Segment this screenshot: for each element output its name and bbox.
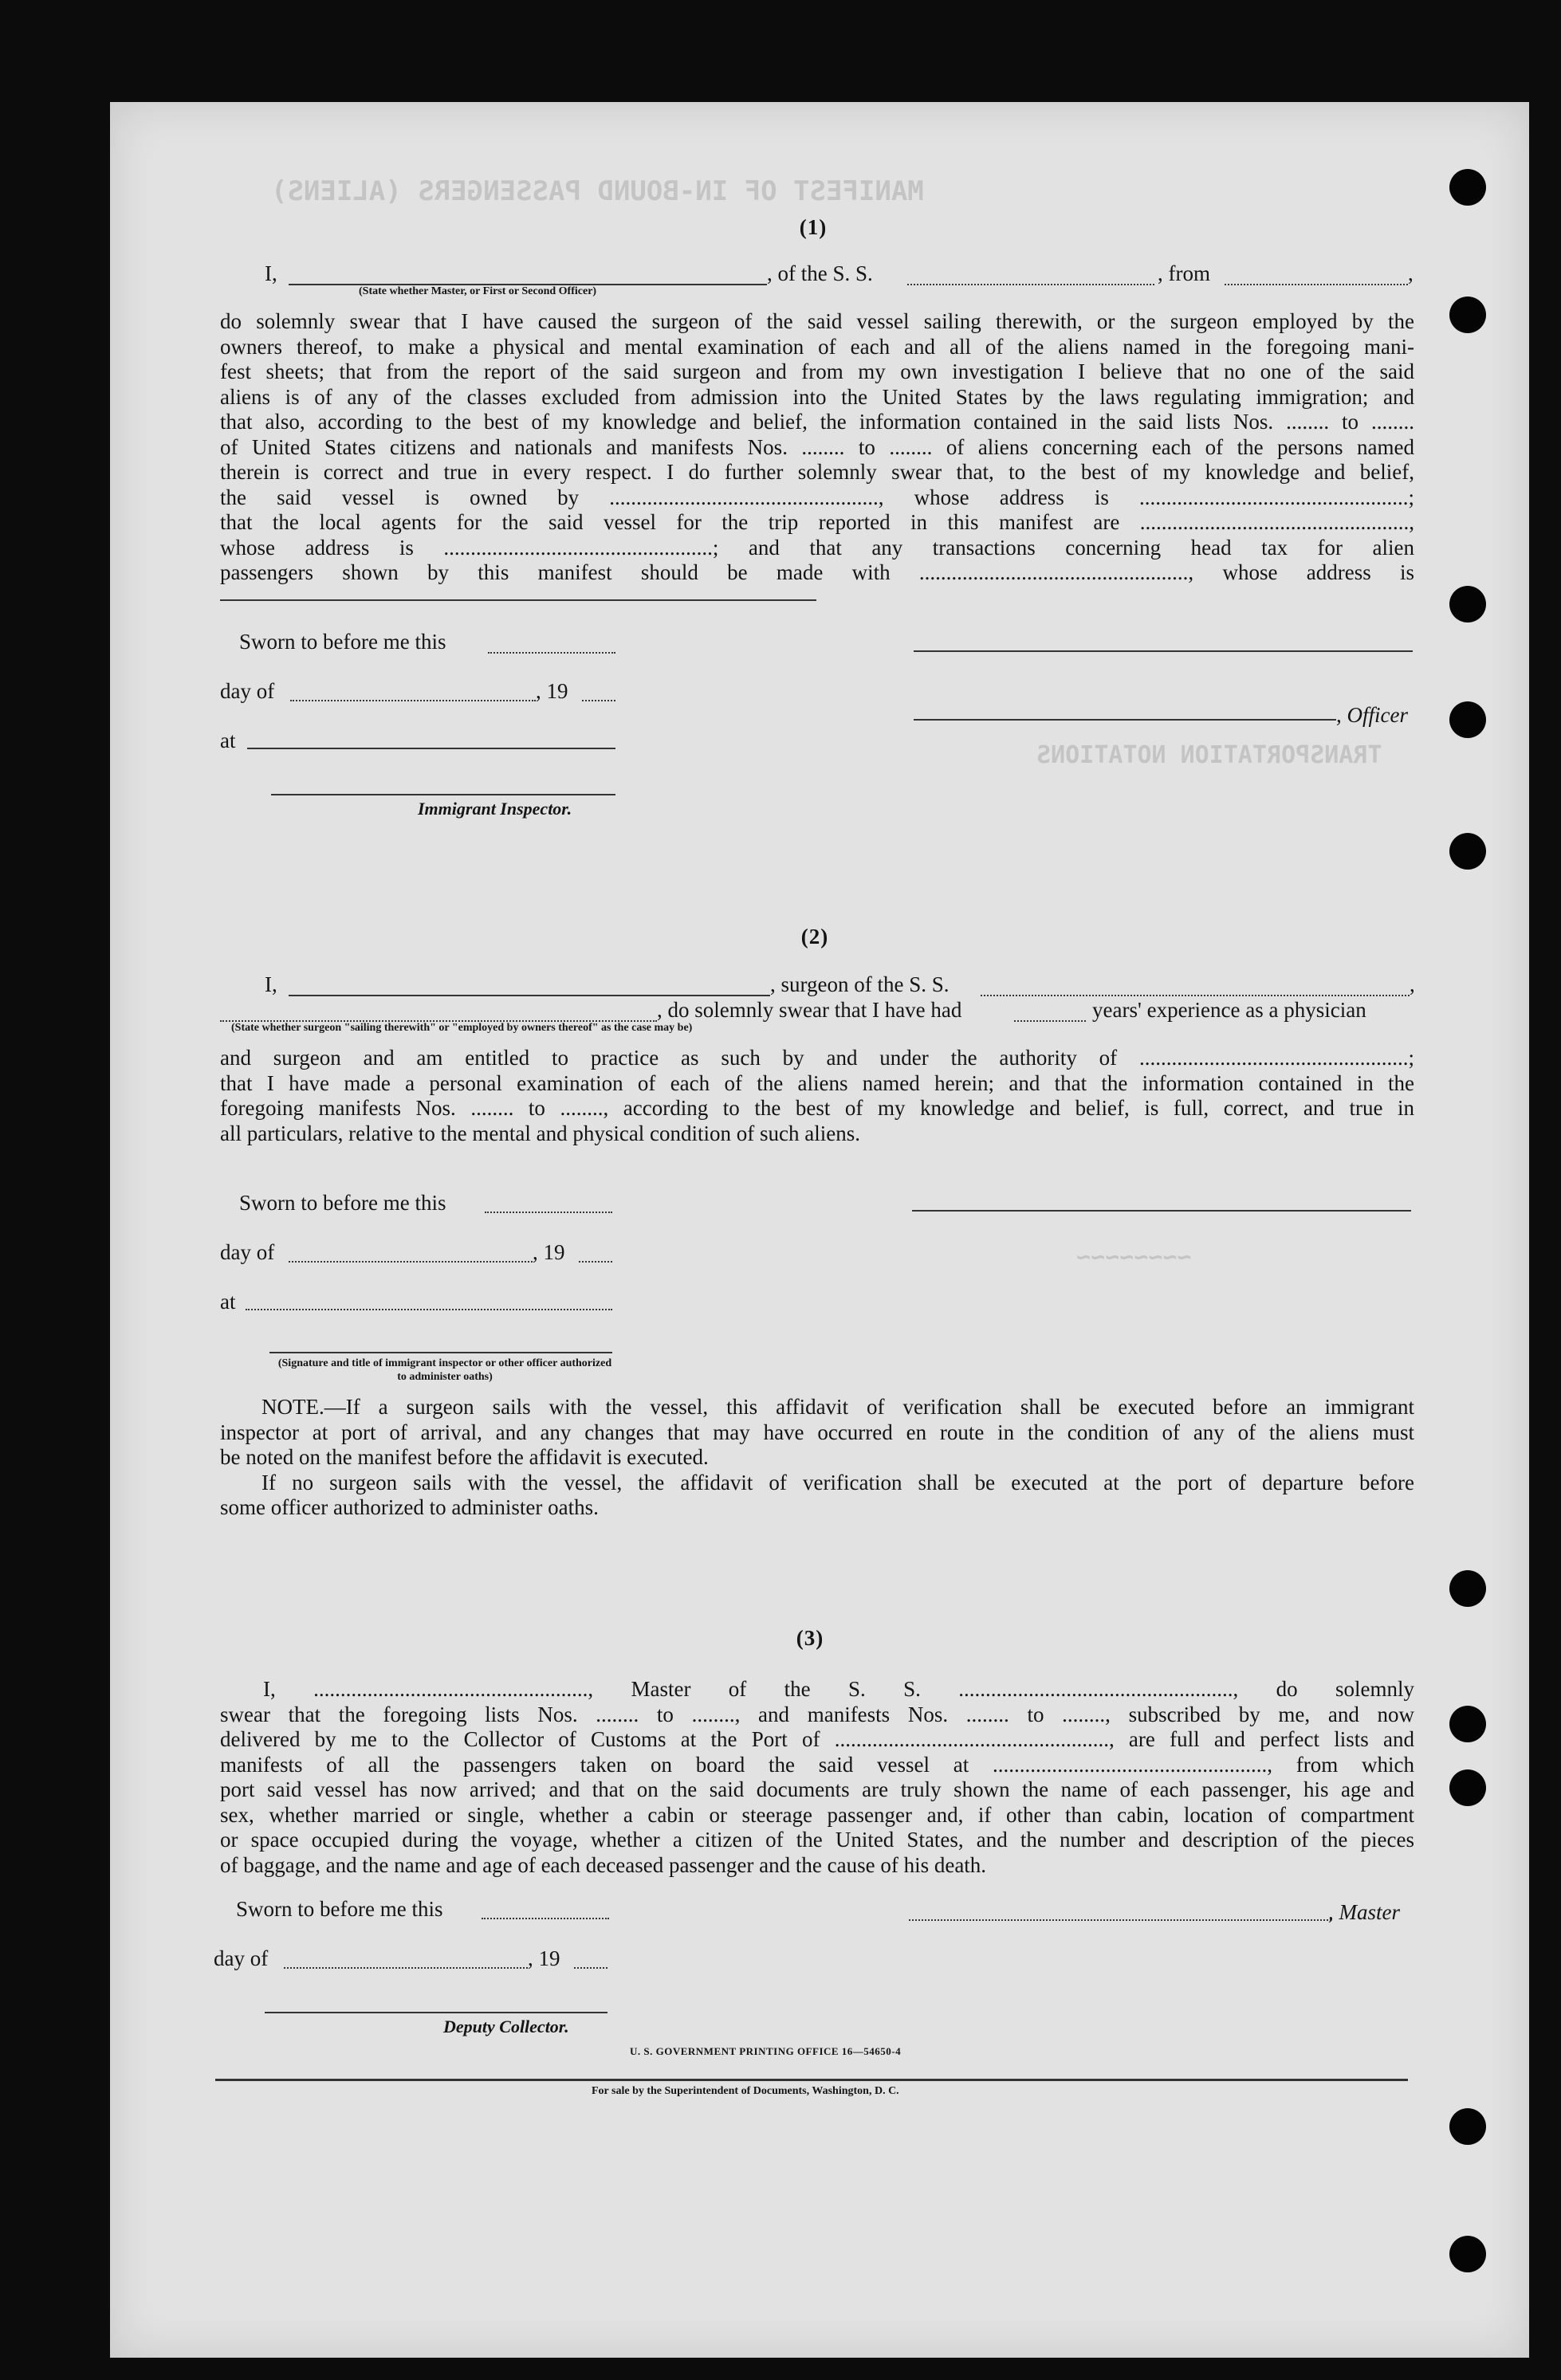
day-of-label: day of: [214, 1946, 269, 1970]
text-line: delivered by me to the Collector of Customs at the Port of ..................................................., are full and perfect lists and: [220, 1727, 1414, 1751]
from-port-field[interactable]: [1225, 284, 1408, 285]
note-line: some officer authorized to administer oaths.: [220, 1495, 599, 1519]
text-line: aliens is of any of the classes excluded from admission into the United States by the laws regulating immigration; and: [220, 384, 1414, 409]
officer-signature-field[interactable]: [914, 650, 1413, 652]
text-line: and surgeon and am entitled to practice as such by and under the authority of ..................................................;: [220, 1046, 1414, 1070]
comma: ,: [1408, 261, 1414, 285]
punch-hole: [1449, 1706, 1486, 1742]
sworn-label: Sworn to before me this: [239, 630, 446, 654]
text-line: swear that the foregoing lists Nos. ........ to ........, and manifests Nos. ........ to ........, subscribed by me, and now: [220, 1702, 1414, 1726]
text-line: therein is correct and true in every respect. I do further solemnly swear that, to the best of my knowledge and belief,: [220, 460, 1414, 484]
text-line: manifests of all the passengers taken on board the said vessel at ..................................................., from which: [220, 1752, 1414, 1777]
master-label: , Master: [1328, 1900, 1400, 1924]
section-3-number: (3): [796, 1626, 824, 1650]
footer-rule: [215, 2079, 1408, 2081]
bleed-through-text: MANIFEST OF IN-BOUND PASSENGERS (ALIENS): [271, 175, 924, 207]
sworn-date-field[interactable]: [482, 1918, 609, 1919]
punch-hole: [1449, 701, 1486, 738]
text-line: that I have made a personal examination of each of the aliens named herein; and that the information contained in the: [220, 1070, 1414, 1095]
section-1-oath-text: [220, 309, 1414, 586]
surgeon-of-ss: , surgeon of the S. S.: [770, 972, 950, 996]
punch-hole: [1449, 833, 1486, 870]
text-line: that the local agents for the said vessel for the trip reported in this manifest are ..................................................,: [220, 510, 1414, 534]
text-line: do solemnly swear that I have caused the surgeon of the said vessel sailing therewith, or the surgeon employed by the: [220, 309, 1414, 333]
surgeon-name-field[interactable]: [289, 995, 770, 996]
inspector-signature-field[interactable]: [269, 1352, 612, 1353]
sale-line: For sale by the Superintendent of Documents, Washington, D. C.: [592, 2085, 899, 2097]
note-line: If no surgeon sails with the vessel, the affidavit of verification shall be executed at the port of departure before: [261, 1470, 1414, 1494]
master-signature-field[interactable]: [909, 1919, 1331, 1921]
text-line: whose address is ..................................................; and that any transactions concerning head tax for alien: [220, 535, 1414, 560]
text-line: all particulars, relative to the mental and physical condition of such aliens.: [220, 1121, 860, 1145]
section-3-oath-text: [220, 1677, 1414, 1878]
year-prefix: , 19: [528, 1946, 560, 1970]
officer-label: , Officer: [1336, 703, 1408, 727]
text-line: passengers shown by this manifest should be made with .................................................., whose address is: [220, 560, 1414, 584]
text-line: owners thereof, to make a physical and mental examination of each and all of the aliens named in the foregoing mani-: [220, 334, 1414, 359]
collector-signature-field[interactable]: [265, 2012, 607, 2013]
sworn-date-field[interactable]: [488, 652, 615, 654]
section-2-number: (2): [800, 925, 829, 948]
day-of-label: day of: [220, 1240, 275, 1264]
note-line: inspector at port of arrival, and any changes that may have occurred en route in the condition of any of the aliens must: [220, 1420, 1414, 1444]
at-label: at: [220, 1290, 236, 1314]
day-month-field[interactable]: [289, 1261, 533, 1263]
section-1-i: I,: [265, 261, 277, 285]
note-line: NOTE.—If a surgeon sails with the vessel, this affidavit of verification shall be executed before an immigrant: [261, 1395, 1414, 1419]
bleed-through-text: ~~~~~~~~: [1076, 1243, 1192, 1271]
text-line: fest sheets; that from the report of the said surgeon and from my own investigation I believe that no one of the said: [220, 359, 1414, 383]
at-place-field[interactable]: [247, 748, 615, 749]
sworn-label: Sworn to before me this: [236, 1897, 443, 1921]
text-line: or space occupied during the voyage, whether a citizen of the United States, and the number and description of the pieces: [220, 1828, 1414, 1852]
year-field[interactable]: [582, 700, 615, 701]
section-1-from: , from: [1158, 261, 1210, 285]
at-place-field[interactable]: [246, 1309, 612, 1310]
text-line: of United States citizens and nationals and manifests Nos. ........ to ........ of aliens concerning each of the persons named: [220, 434, 1414, 459]
at-label: at: [220, 729, 236, 752]
punch-hole: [1449, 2108, 1486, 2145]
text-line: I, ..................................................., Master of the S. S. ..................................................., do solemnly: [263, 1677, 1414, 1701]
year-field[interactable]: [574, 1967, 607, 1969]
years-field[interactable]: [1014, 1020, 1086, 1022]
day-of-label: day of: [220, 679, 275, 703]
note-line: be noted on the manifest before the affidavit is executed.: [220, 1445, 709, 1469]
inspector-caption: Immigrant Inspector.: [418, 799, 572, 819]
surgeon-signature-field[interactable]: [912, 1210, 1411, 1212]
inspector-signature-field[interactable]: [271, 794, 615, 795]
years-text: years' experience as a physician: [1092, 998, 1366, 1022]
sworn-label: Sworn to before me this: [239, 1191, 446, 1215]
text-line: sex, whether married or single, whether a cabin or steerage passenger and, if other than cabin, location of compartment: [220, 1802, 1414, 1827]
signature-caption: (Signature and title of immigrant inspector or other officer authorized to administer oaths): [277, 1357, 612, 1383]
day-month-field[interactable]: [284, 1967, 528, 1969]
section-2-oath-text: [220, 1046, 1414, 1146]
punch-hole: [1449, 1769, 1486, 1806]
section-2-i: I,: [265, 972, 277, 996]
year-prefix: , 19: [533, 1240, 565, 1264]
ship-name-field-2[interactable]: [981, 995, 1410, 996]
section-1-hint: (State whether Master, or First or Second Officer): [359, 285, 597, 297]
bleed-through-text: TRANSPORTATION NOTATIONS: [1036, 741, 1382, 769]
printing-office-line: U. S. GOVERNMENT PRINTING OFFICE 16—54650-4: [630, 2045, 902, 2057]
year-field[interactable]: [579, 1261, 612, 1263]
text-line: that also, according to the best of my knowledge and belief, the information contained in the said lists Nos. ........ to ........: [220, 410, 1414, 434]
comma: ,: [1410, 972, 1415, 996]
ship-name-field[interactable]: [907, 284, 1154, 285]
punch-hole: [1449, 169, 1486, 206]
collector-caption: Deputy Collector.: [443, 2017, 569, 2036]
punch-hole: [1449, 1570, 1486, 1607]
officer-title-field[interactable]: [914, 719, 1336, 721]
text-line: of baggage, and the name and age of each deceased passenger and the cause of his death.: [220, 1852, 987, 1877]
punch-hole: [1449, 297, 1486, 333]
punch-hole: [1449, 2236, 1486, 2272]
swear-text: , do solemnly swear that I have had: [657, 998, 962, 1022]
sworn-date-field[interactable]: [485, 1212, 612, 1213]
punch-hole: [1449, 586, 1486, 622]
section-2-hint: (State whether surgeon "sailing therewith" or "employed by owners thereof" as the case may be): [231, 1022, 693, 1034]
section-1-of-ss: , of the S. S.: [767, 261, 873, 285]
text-line: the said vessel is owned by .................................................., whose address is ..................................................;: [220, 485, 1414, 509]
note-text: [220, 1395, 1414, 1521]
text-line: foregoing manifests Nos. ........ to ........, according to the best of my knowledge and belief, is full, correct, and true in: [220, 1096, 1414, 1120]
year-prefix: , 19: [536, 679, 568, 703]
address-continuation-field[interactable]: [220, 599, 816, 601]
section-1-number: (1): [799, 215, 828, 239]
day-month-field[interactable]: [290, 700, 536, 701]
text-line: port said vessel has now arrived; and that on the said documents are truly shown the name of each passenger, his age and: [220, 1777, 1414, 1801]
